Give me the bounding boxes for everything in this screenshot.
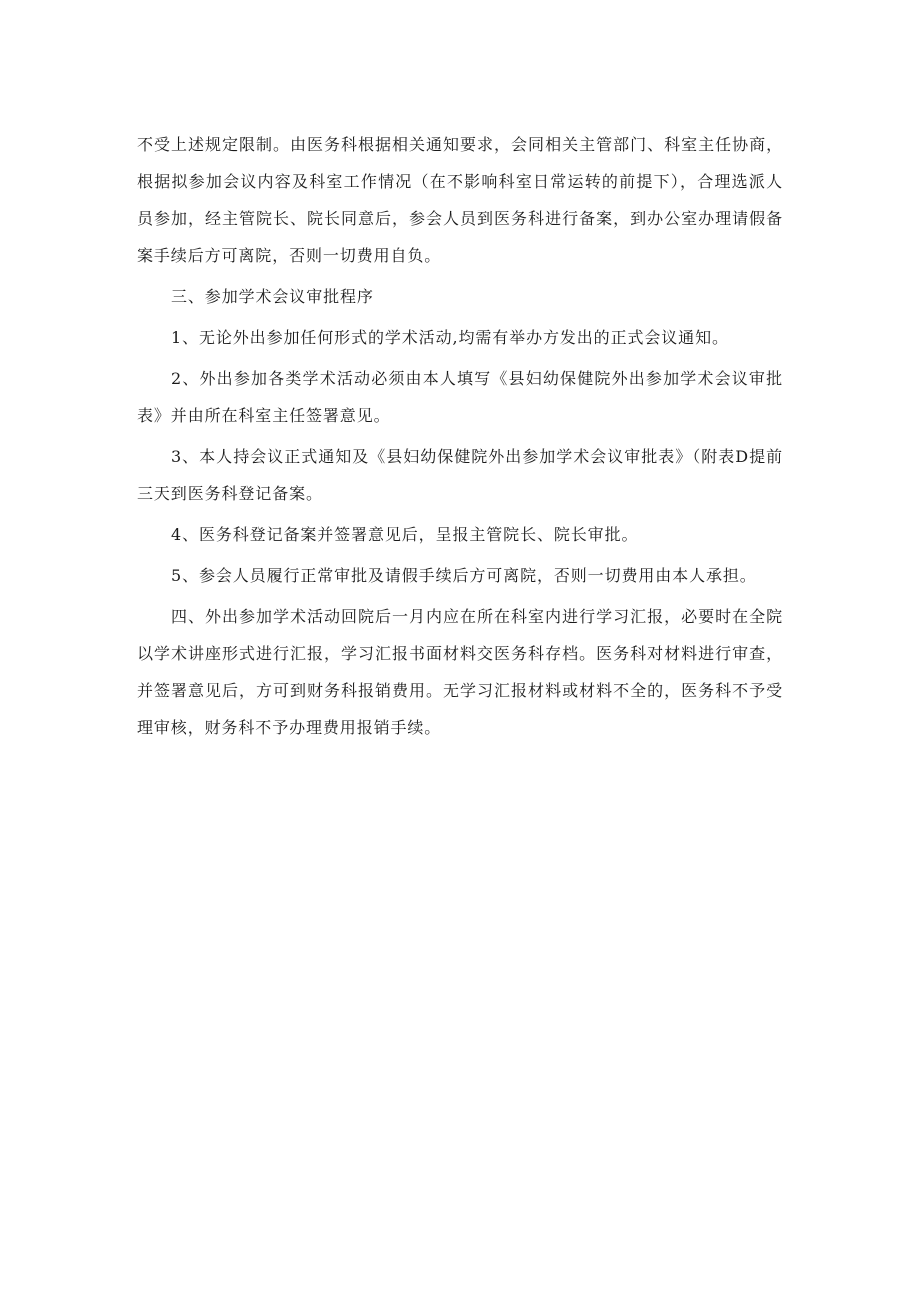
section-heading-approval-procedure: 三、参加学术会议审批程序 <box>171 287 374 306</box>
paragraph-continuation: 不受上述规定限制。由医务科根据相关通知要求，会同相关主管部门、科室主任协商，根据拟参加会议内容及科室工作情况（在不影响科室日常运转的前提下），合理选派人员参加，经主管院长、院长同意后，参会人员到医务科进行备案，到办公室办理请假备案手续后方可离院，否则一切费用自负。 <box>137 135 783 265</box>
procedure-item-1: 1、无论外出参加任何形式的学术活动,均需有举办方发出的正式会议通知。 <box>171 328 729 347</box>
procedure-item-2: 2、外出参加各类学术活动必须由本人填写《县妇幼保健院外出参加学术会议审批表》并由所在科室主任签署意见。 <box>137 369 783 425</box>
procedure-item-4: 4、医务科登记备案并签署意见后，呈报主管院长、院长审批。 <box>171 525 639 544</box>
section-four-paragraph: 四、外出参加学术活动回院后一月内应在所在科室内进行学习汇报，必要时在全院以学术讲座形式进行汇报，学习汇报书面材料交医务科存档。医务科对材料进行审查，并签署意见后，方可到财务科报销费用。无学习汇报材料或材料不全的，医务科不予受理审核，财务科不予办理费用报销手续。 <box>137 607 783 737</box>
procedure-item-3: 3、本人持会议正式通知及《县妇幼保健院外出参加学术会议审批表》（附表D提前三天到医务科登记备案。 <box>137 447 783 503</box>
procedure-item-5: 5、参会人员履行正常审批及请假手续后方可离院，否则一切费用由本人承担。 <box>171 566 757 585</box>
document-page <box>137 126 783 750</box>
